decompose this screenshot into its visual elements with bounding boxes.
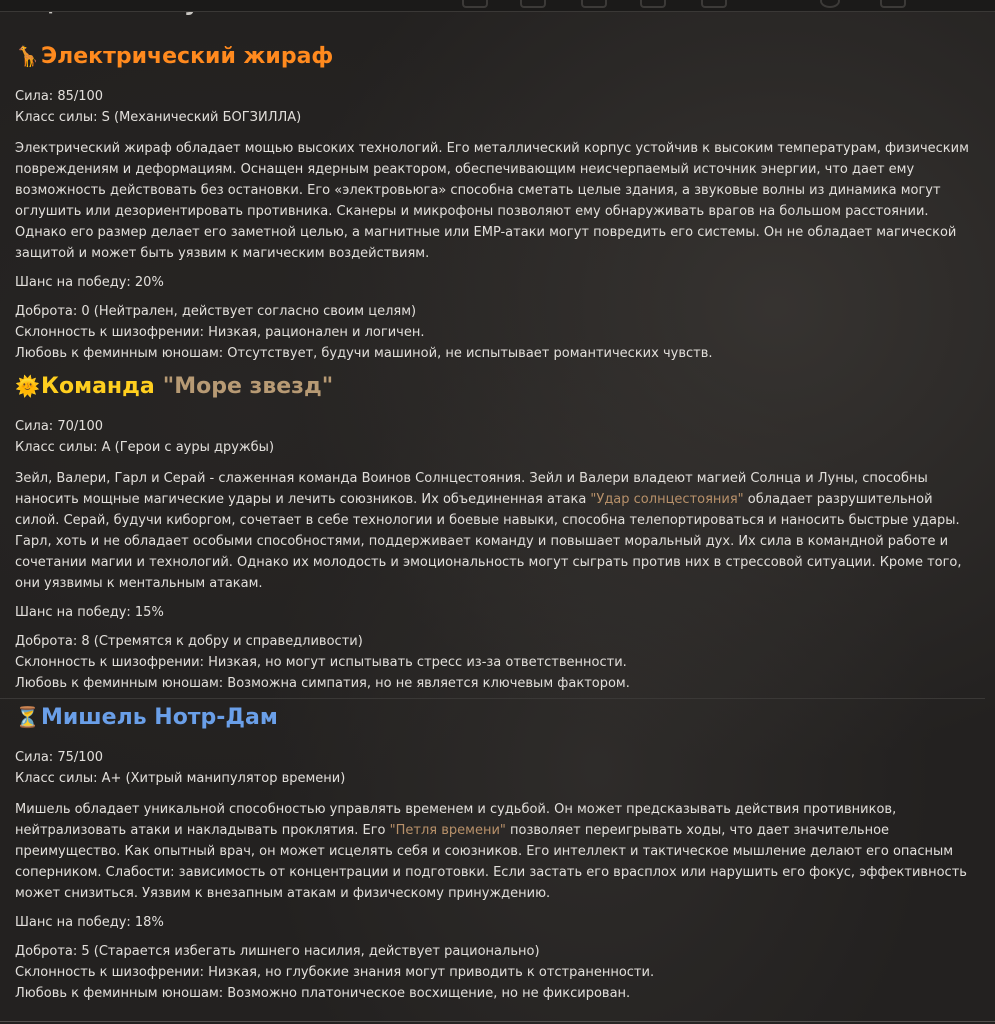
description-text: позволяет переигрывать ходы, что дает значительное (505, 823, 890, 838)
description-line: Электрический жираф обладает мощью высоких технологий. Его металлический корпус устойчив к высоким температурам, физическим (15, 141, 969, 156)
description-line: Однако его размер делает его заметной целью, а магнитные или EMP-атаки могут повредить его системы. Он не обладает магической (15, 225, 957, 240)
description-line: силой. Серай, будучи киборгом, сочетает в себе технологии и боевые навыки, способна телепортироваться и наносить быстрые удары. (15, 513, 960, 528)
highlight-term: "Удар солнцестояния" (590, 492, 744, 507)
participant-heading (15, 40, 975, 72)
participant-team-name: "Море звезд" (162, 373, 334, 399)
class-line: Класс силы: A (Герои с ауры дружбы) (15, 440, 275, 455)
participant-name: Электрический жираф (41, 43, 334, 69)
love-line: Любовь к феминным юношам: Отсутствует, будучи машиной, не испытывает романтических чувств. (15, 346, 713, 361)
description-line: возможность действовать без остановки. Его «электровьюга» способна сметать целые здания, а звуковые волны из динамика могут (15, 183, 941, 198)
class-line: Класс силы: S (Механический БОГЗИЛЛА) (15, 110, 302, 125)
description-line: преимущество. Как опытный врач, он может исцелять себя и союзников. Его интеллект и тактическое мышление делают его опасным (15, 844, 954, 859)
kindness-line: Доброта: 0 (Нейтрален, действует согласно своим целям) (15, 304, 417, 319)
help-icon[interactable] (820, 0, 840, 8)
participant-heading (15, 701, 975, 733)
description-line: Мишель обладает уникальной способностью управлять временем и судьбой. Он может предсказывать действия противников, (15, 802, 897, 817)
class-line: Класс силы: A+ (Хитрый манипулятор времени) (15, 771, 346, 786)
description-line: соперником. Слабости: зависимость от концентрации и подготовки. Если застать его врасплох или нарушить его фокус, эффективность (15, 865, 967, 880)
highlight-term: "Петля времени" (389, 823, 506, 838)
bottom-border (0, 1021, 995, 1022)
love-line: Любовь к феминным юношам: Возможна симпатия, но не является ключевым фактором. (15, 676, 630, 691)
cards-icon[interactable] (581, 0, 607, 8)
description-text: обладает разрушительной (743, 492, 933, 507)
win-chance: Шанс на победу: 15% (15, 605, 164, 620)
win-chance: Шанс на победу: 18% (15, 915, 164, 930)
description-text: наносить мощные магические удары и лечить союзников. Их объединенная атака (15, 492, 591, 507)
participant-section (15, 40, 975, 364)
description-line: Зейл, Валери, Гарл и Серай - слаженная команда Воинов Солнцестояния. Зейл и Валери владеют магией Солнца и Луны, способны (15, 471, 928, 486)
car-icon[interactable] (701, 0, 727, 8)
description-line: защитой и может быть уязвим к магическим воздействиям. (15, 246, 430, 261)
strength-line: Сила: 85/100 (15, 89, 104, 104)
description (15, 468, 975, 594)
top-toolbar (0, 0, 995, 12)
schizo-line: Склонность к шизофрении: Низкая, рационален и логичен. (15, 325, 425, 340)
description-text: нейтрализовать атаки и накладывать проклятия. Его (15, 823, 390, 838)
book-icon[interactable] (640, 0, 666, 8)
kindness-line: Доброта: 5 (Старается избегать лишнего насилия, действует рационально) (15, 944, 540, 959)
schizo-line: Склонность к шизофрении: Низкая, но глубокие знания могут приводить к отстраненности. (15, 965, 655, 980)
game-icon[interactable] (520, 0, 546, 8)
participant-name: Команда (41, 373, 155, 399)
win-chance: Шанс на победу: 20% (15, 275, 164, 290)
kindness-line: Доброта: 8 (Стремятся к добру и справедливости) (15, 634, 363, 649)
giraffe-icon: 🦒 (15, 44, 40, 68)
description-line: оглушить или дезориентировать противника. Сканеры и микрофоны позволяют ему обнаруживать врагов на большом расстоянии. (15, 204, 929, 219)
participant-section (15, 701, 975, 1004)
description-line: Гарл, хоть и не обладает особыми способностями, поддерживает команду и повышает моральный дух. Их сила в командной работе и (15, 534, 949, 549)
description-line (15, 820, 975, 841)
home-icon[interactable] (462, 0, 488, 8)
description-line: может снизиться. Уязвим к внезапным атакам и физическому принуждению. (15, 886, 551, 901)
description-line: они уязвимы к ментальным атакам. (15, 576, 263, 591)
menu-icon[interactable] (880, 0, 906, 8)
participant-name: Мишель Нотр-Дам (41, 704, 278, 730)
hourglass-icon: ⏳ (15, 705, 40, 729)
strength-line: Сила: 75/100 (15, 750, 104, 765)
description (15, 138, 975, 264)
schizo-line: Склонность к шизофрении: Низкая, но могут испытывать стресс из-за ответственности. (15, 655, 627, 670)
love-line: Любовь к феминным юношам: Возможно платоническое восхищение, но не фиксирован. (15, 986, 631, 1001)
strength-line: Сила: 70/100 (15, 419, 104, 434)
participant-section (15, 370, 975, 694)
message-content (15, 40, 975, 1004)
sun-icon: 🌞 (15, 374, 40, 398)
description-line: сочетании магии и технологий. Однако их молодость и эмоциональность могут сыграть против них в стрессовой ситуации. Кроме того, (15, 555, 962, 570)
description (15, 799, 975, 904)
description-line (15, 489, 975, 510)
participant-heading (15, 370, 975, 402)
description-line: повреждениям и деформациям. Оснащен ядерным реактором, обеспечивающим неисчерпаемый источник энергии, что дает ему (15, 162, 915, 177)
